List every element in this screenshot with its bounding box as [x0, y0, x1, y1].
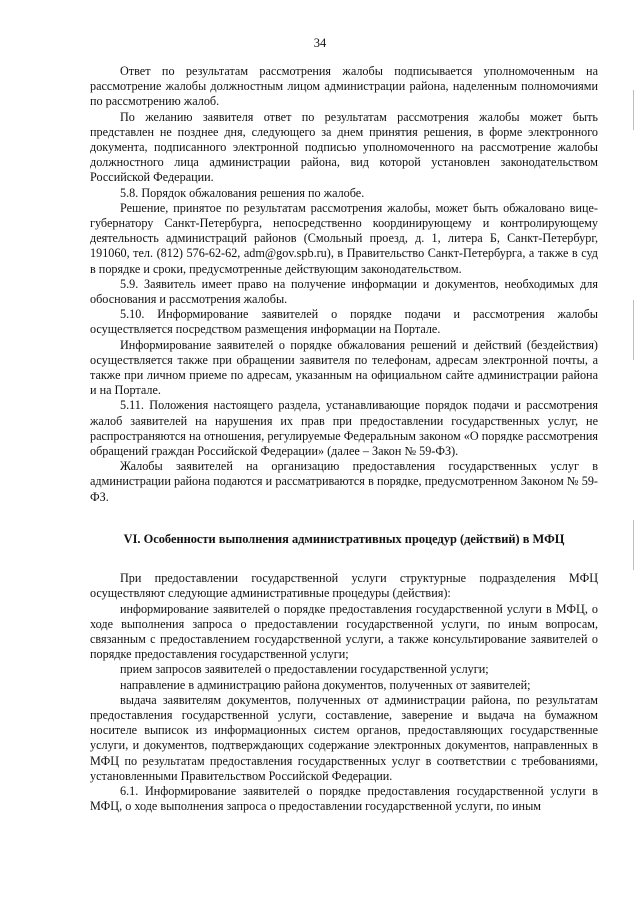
scan-edge-mark	[633, 90, 634, 130]
paragraph: выдача заявителям документов, полученных от администрации района, по результатам предоставления государственной услуги, составление, заверение и выдача на бумажном носителе выписок из информационных систем органов, предоставляющих государственные услуги, и документов, подтверждающих содержание электронных документов, направленных в МФЦ по результатам предоставления государственных услуг в соответствии с требованиями, установленными Правительством Российской Федерации.	[90, 692, 598, 783]
paragraph: Ответ по результатам рассмотрения жалобы подписывается уполномоченным на рассмотрение жалобы должностным лицом администрации района, наделенным полномочиями по рассмотрению жалоб.	[90, 64, 598, 109]
paragraph: 5.8. Порядок обжалования решения по жалобе.	[120, 185, 365, 200]
page-number: 34	[313, 36, 327, 50]
paragraph: Информирование заявителей о порядке обжалования решений и действий (бездействия) осуществляется также при обращении заявителя по телефонам, адресам электронной почты, а также при личном приеме по адресам, указанным на официальном сайте администрации района и на Портале.	[90, 337, 598, 398]
paragraph: Решение, принятое по результатам рассмотрения жалобы, может быть обжаловано вице-губернатору Санкт-Петербурга, непосредственно координирующему и контролирующему деятельность администраций районов (Смольный проезд, д. 1, литера Б, Санкт-Петербург, 191060, тел. (812) 576-62-62, adm@gov.spb.ru), в Правительство Санкт-Петербурга, а также в суд в порядке и сроки, предусмотренные действующим законодательством.	[90, 200, 598, 276]
paragraph: направление в администрацию района документов, полученных от заявителей;	[120, 677, 531, 692]
paragraph: По желанию заявителя ответ по результатам рассмотрения жалобы может быть представлен не позднее дня, следующего за днем принятия решения, в форме электронного документа, подписанного электронной подписью уполномоченного на рассмотрение жалобы должностного лица администрации района, вид которой установлен законодательством Российской Федерации.	[90, 109, 598, 185]
scan-edge-mark	[633, 300, 634, 360]
paragraph: 5.9. Заявитель имеет право на получение информации и документов, необходимых для обоснования и рассмотрения жалобы.	[90, 276, 598, 307]
paragraph: При предоставлении государственной услуги структурные подразделения МФЦ осуществляют следующие административные процедуры (действия):	[90, 571, 598, 601]
paragraph: 6.1. Информирование заявителей о порядке предоставления государственной услуги в МФЦ, о ходе выполнения запроса о предоставлении государственной услуги, по иным	[90, 783, 598, 814]
section-heading: VI. Особенности выполнения административных процедур (действий) в МФЦ	[123, 531, 565, 546]
paragraph: 5.10. Информирование заявителей о порядке подачи и рассмотрения жалобы осуществляется посредством размещения информации на Портале.	[90, 307, 598, 337]
paragraph: прием запросов заявителей о предоставлении государственной услуги;	[120, 662, 489, 677]
paragraph: Жалобы заявителей на организацию предоставления государственных услуг в администрации района подаются и рассматриваются в порядке, предусмотренном Законом № 59-ФЗ.	[90, 459, 598, 504]
paragraph: информирование заявителей о порядке предоставления государственной услуги в МФЦ, о ходе выполнения запроса о предоставлении государственной услуги, по иным вопросам, связанным с предоставлением государственной услуги, а также консультирование заявителей о порядке предоставления государственной услуги;	[90, 601, 598, 662]
paragraph: 5.11. Положения настоящего раздела, устанавливающие порядок подачи и рассмотрения жалоб заявителей на нарушения их прав при предоставлении государственных услуг, не распространяются на отношения, регулируемые Федеральным законом «О порядке рассмотрения обращений граждан Российской Федерации» (далее – Закон № 59-ФЗ).	[90, 398, 598, 459]
document-body	[90, 64, 598, 814]
scan-edge-mark	[633, 520, 634, 570]
